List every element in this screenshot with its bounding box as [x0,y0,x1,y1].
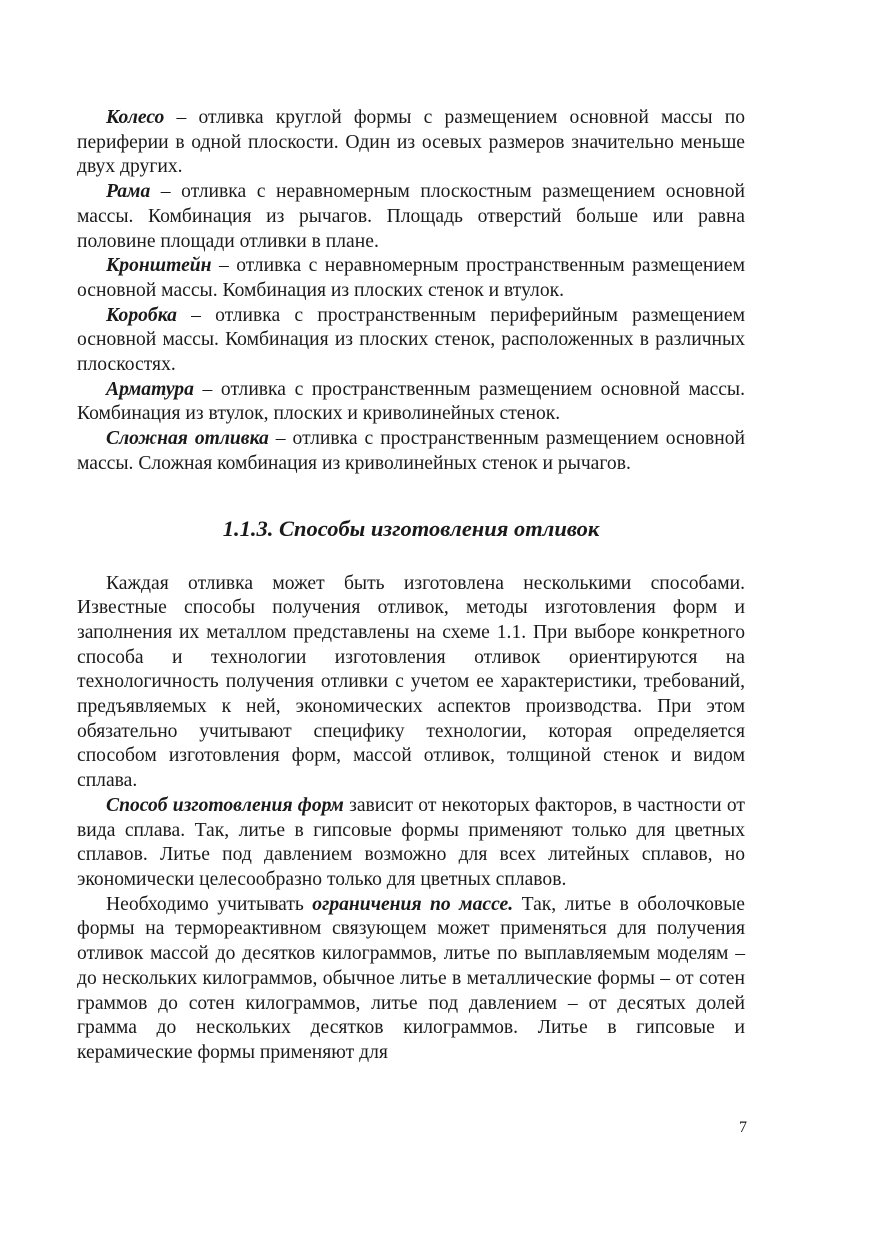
definition-frame [77,180,745,254]
definition-text: – отливка с неравномерным плоскостным размещением основной массы. Комбинация из рычагов. Площадь отверстий больше или равна половине площади отливки в плане. [77,181,745,252]
section-paragraph-1: Каждая отливка может быть изготовлена несколькими способами. Известные способы получения отливок, методы изготовления форм и заполнения их металлом представлены на схеме 1.1. При выборе конкретного способа и технологии изготовления отливок ориентируются на технологичность получения отливки с учетом ее характеристики, требований, предъявляемых к ней, экономических аспектов производства. При этом обязательно учитывают специфику технологии, которая определяется способом изготовления форм, массой отливок, толщиной стенок и видом сплава. [77,572,745,792]
definition-text: – отливка круглой формы с размещением основной массы по периферии в одной плоскости. Один из осевых размеров значительно меньше двух других. [77,107,745,178]
definition-fitting [77,378,745,427]
definition-text: – отливка с неравномерным пространственным размещением основной массы. Комбинация из плоских стенок и втулок. [77,255,745,301]
definition-term: Арматура [106,378,194,400]
section-paragraph-3 [77,893,745,1066]
paragraph-lead: Необходимо учитывать [106,893,313,915]
definition-term: Колесо [106,107,165,128]
definition-box [77,304,745,378]
definition-wheel [77,106,745,180]
definition-complex-casting [77,427,745,476]
paragraph-term: ограничения по массе. [312,893,514,915]
paragraph-text: Так, литье в оболочковые формы на термореактивном связующем может применяться для получения отливок массой до десятков килограммов, литье по выплавляемым моделям – до нескольких килограммов, обычное литье в металлические формы – от сотен граммов до сотен килограммов, литье под давлением – от десятых долей грамма до нескольких десятков килограммов. Литье в гипсовые и керамические формы применяют для [77,893,745,1063]
section-paragraph-2 [77,794,745,893]
page-content [77,106,745,1066]
definition-text: – отливка с пространственным размещением основной массы. Комбинация из втулок, плоских и криволинейных стенок. [77,378,745,425]
definition-term: Коробка [106,304,177,326]
definition-bracket [77,254,745,303]
paragraph-text: зависит от некоторых факторов, в частности от вида сплава. Так, литье в гипсовые формы применяют только для цветных сплавов. Литье под давлением возможно для всех литейных сплавов, но экономически целесообразно только для цветных сплавов. [77,794,745,890]
page-number: 7 [739,1119,747,1136]
definition-text: – отливка с пространственным периферийным размещением основной массы. Комбинация из плоских стенок, расположенных в различных плоскостях. [77,304,745,376]
definition-term: Сложная отливка [106,428,269,450]
paragraph-term: Способ изготовления форм [106,794,344,816]
definition-term: Кронштейн [106,255,212,277]
definition-term: Рама [106,181,151,203]
definition-text: – отливка с пространственным размещением основной массы. Сложная комбинация из криволинейных стенок и рычагов. [77,428,745,474]
section-heading: 1.1.3. Способы изготовления отливок [222,515,600,541]
